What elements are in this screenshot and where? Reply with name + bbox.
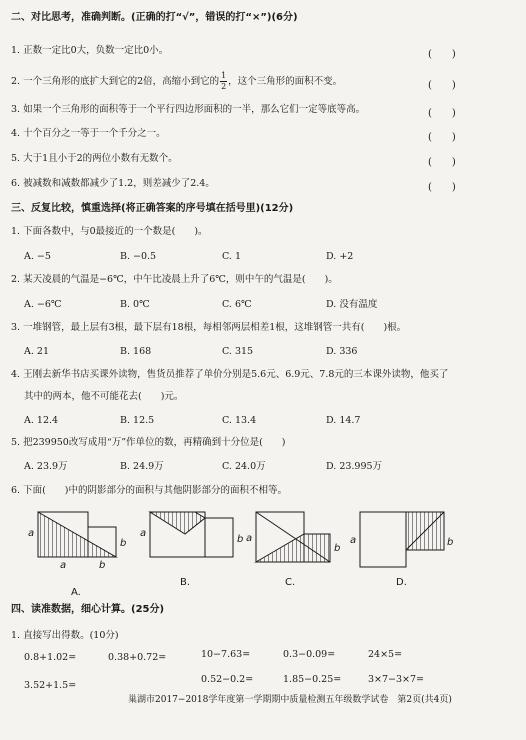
- q5-option-c: C. 24.0万: [222, 461, 266, 472]
- fig-d-label: D.: [396, 577, 407, 588]
- fig-c-side-a: a: [246, 533, 253, 544]
- figure-a: [38, 512, 116, 557]
- q4-option-c: C. 13.4: [222, 415, 257, 426]
- calc-r2-4: 1.85−0.25=: [283, 674, 342, 685]
- figure-d: [360, 512, 444, 567]
- q4-option-b: B. 12.5: [120, 415, 155, 426]
- judge-item-4: 4. 十个百分之一等于一个千分之一。: [11, 128, 166, 139]
- fig-b-side-b: b: [237, 534, 244, 545]
- fig-c-label: C.: [285, 577, 296, 588]
- fraction-denominator: 2: [221, 82, 227, 91]
- section2-heading: 二、对比思考，准确判断。(正确的打“√”，错误的打“×”)(6分): [11, 12, 298, 23]
- q5-option-d: D. 23.995万: [326, 461, 383, 472]
- q3-option-c: C. 315: [222, 346, 254, 357]
- fraction-one-half: [220, 72, 227, 91]
- judge-item-1: 1. 正数一定比0大，负数一定比0小。: [11, 45, 169, 56]
- calc-r1-2: 0.38+0.72=: [108, 652, 167, 663]
- fig-a-side-a: a: [28, 528, 35, 539]
- q2-option-b: B. 0℃: [120, 299, 150, 310]
- q2-option-c: C. 6℃: [222, 299, 252, 310]
- calc-r1-4: 0.3−0.09=: [283, 649, 336, 660]
- choice-q2: 2. 某天凌晨的气温是−6℃，中午比凌晨上升了6℃，则中午的气温是( )。: [11, 274, 338, 285]
- page-footer: 巢湖市2017−2018学年度第一学期期中质量检测五年级数学试卷 第2页(共4页): [128, 695, 452, 705]
- fig-a-side-a-bottom: a: [60, 560, 67, 571]
- q2-option-d: D. 没有温度: [326, 299, 378, 310]
- choice-q4-line1: 4. 王刚去新华书店买课外读物，售货员推荐了单价分别是5.6元、6.9元、7.8元的三本课外读物，他买了: [11, 369, 449, 380]
- answer-paren-3: ( ): [428, 108, 456, 119]
- choice-q5: 5. 把239950改写成用“万”作单位的数，再精确到十分位是( ): [11, 437, 286, 448]
- calc-r2-3: 0.52−0.2=: [201, 674, 254, 685]
- q5-option-b: B. 24.9万: [120, 461, 164, 472]
- section4-heading: 四、读准数据，细心计算。(25分): [11, 604, 165, 615]
- q1-option-c: C. 1: [222, 251, 242, 262]
- section3-heading: 三、反复比较，慎重选择(将正确答案的序号填在括号里)(12分): [11, 203, 294, 214]
- judge-item-2: [11, 72, 342, 91]
- choice-q1: 1. 下面各数中，与0最接近的一个数是( )。: [11, 226, 208, 237]
- answer-paren-6: ( ): [428, 182, 456, 193]
- fig-a-label: A.: [71, 587, 81, 598]
- answer-paren-1: ( ): [428, 49, 456, 60]
- judge-item-2-pre: 2. 一个三角形的底扩大到它的2倍，高缩小到它的: [11, 76, 220, 87]
- answer-paren-2: ( ): [428, 80, 456, 91]
- q4-option-a: A. 12.4: [24, 415, 59, 426]
- q6-figures: [0, 500, 526, 620]
- q3-option-a: A. 21: [24, 346, 49, 357]
- figure-b: [150, 512, 233, 557]
- q2-option-a: A. −6℃: [24, 299, 62, 310]
- choice-q3: 3. 一堆钢管，最上层有3根，最下层有18根，每相邻两层相差1根，这堆钢管一共有( )根。: [11, 322, 407, 333]
- figure-c: [256, 512, 330, 562]
- q4-option-d: D. 14.7: [326, 415, 361, 426]
- calc-r1-1: 0.8+1.02=: [24, 652, 77, 663]
- fraction-numerator: 1: [221, 71, 227, 80]
- answer-paren-5: ( ): [428, 157, 456, 168]
- fig-c-side-b: b: [334, 543, 341, 554]
- judge-item-6: 6. 被减数和减数都减少了1.2，则差减少了2.4。: [11, 178, 215, 189]
- calc-r1-5: 24×5=: [368, 649, 403, 660]
- judge-item-3: 3. 如果一个三角形的面积等于一个平行四边形面积的一半，那么它们一定等底等高。: [11, 104, 366, 115]
- q1-option-a: A. −5: [24, 251, 51, 262]
- fig-a-side-b-bottom: b: [99, 560, 106, 571]
- choice-q4-line2: 其中的两本，他不可能花去( )元。: [24, 391, 184, 402]
- calc-r2-5: 3×7−3×7=: [368, 674, 425, 685]
- fig-d-side-a: a: [350, 535, 357, 546]
- fig-d-side-b: b: [447, 537, 454, 548]
- judge-item-5: 5. 大于1且小于2的两位小数有无数个。: [11, 153, 178, 164]
- q5-option-a: A. 23.9万: [24, 461, 68, 472]
- fig-b-label: B.: [180, 577, 191, 588]
- section4-sub1: 1. 直接写出得数。(10分): [11, 630, 119, 641]
- calc-r1-3: 10−7.63=: [201, 649, 251, 660]
- q1-option-b: B. −0.5: [120, 251, 157, 262]
- fig-b-side-a: a: [140, 528, 147, 539]
- q3-option-d: D. 336: [326, 346, 358, 357]
- answer-paren-4: ( ): [428, 132, 456, 143]
- choice-q6: 6. 下面( )中的阴影部分的面积与其他阴影部分的面积不相等。: [11, 485, 287, 496]
- calc-r2-1: 3.52+1.5=: [24, 680, 77, 691]
- fig-a-side-b: b: [120, 538, 127, 549]
- q3-option-b: B. 168: [120, 346, 152, 357]
- judge-item-2-post: ，这个三角形的面积不变。: [228, 76, 343, 87]
- q1-option-d: D. +2: [326, 251, 354, 262]
